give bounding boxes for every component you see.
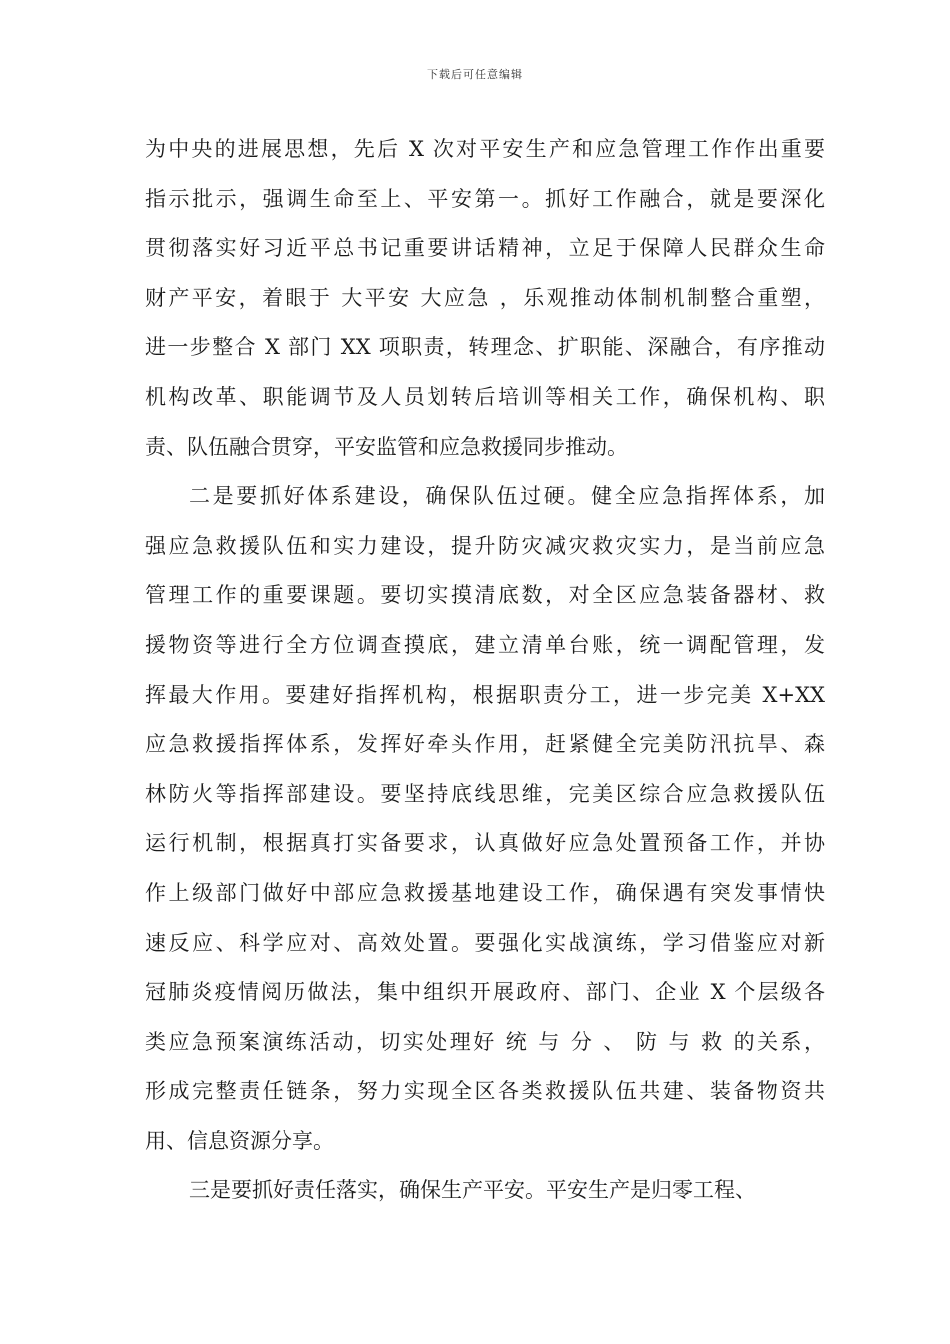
- text-line: 二是要抓好体系建设，确保队伍过硬。健全应急指挥体系，加: [189, 484, 825, 509]
- document-body: [145, 125, 825, 1216]
- text-line: 作上级部门做好中部应急救援基地建设工作，确保遇有突发事情快: [145, 880, 825, 905]
- text-line: 速反应、科学应对、高效处置。要强化实战演练，学习借鉴应对新: [145, 930, 825, 955]
- paragraph: [145, 472, 825, 1166]
- text-line: 挥最大作用。要建好指挥机构，根据职责分工，进一步完美 X+XX: [145, 682, 825, 707]
- text-line: 运行机制，根据真打实备要求，认真做好应急处置预备工作，并协: [145, 831, 825, 856]
- text-line: 形成完整责任链条，努力实现全区各类救援队伍共建、装备物资共: [145, 1079, 825, 1104]
- text-line: 用、信息资源分享。: [145, 1128, 334, 1153]
- text-line: 三是要抓好责任落实，确保生产平安。平安生产是归零工程、: [189, 1178, 756, 1203]
- text-line: 类应急预案演练活动，切实处理好 统 与 分 、 防 与 救 的关系，: [145, 1029, 825, 1054]
- text-line: 援物资等进行全方位调查摸底，建立清单台账，统一调配管理，发: [145, 632, 825, 657]
- text-line: 财产平安，着眼于 大平安 大应急 ，乐观推动体制机制整合重塑，: [145, 285, 825, 310]
- paragraph: [145, 125, 825, 472]
- page-header: 下载后可任意编辑: [427, 68, 523, 81]
- text-line: 机构改革、职能调节及人员划转后培训等相关工作，确保机构、职: [145, 384, 825, 409]
- paragraph: [145, 1166, 825, 1216]
- text-line: 为中央的进展思想，先后 X 次对平安生产和应急管理工作作出重要: [145, 137, 825, 161]
- text-line: 强应急救援队伍和实力建设，提升防灾减灾救灾实力，是当前应急: [145, 533, 825, 558]
- text-line: 进一步整合 X 部门 XX 项职责，转理念、扩职能、深融合，有序推动: [145, 335, 825, 360]
- text-line: 冠肺炎疫情阅历做法，集中组织开展政府、部门、企业 X 个层级各: [145, 980, 825, 1005]
- text-line: 贯彻落实好习近平总书记重要讲话精神，立足于保障人民群众生命: [145, 236, 825, 261]
- text-line: 指示批示，强调生命至上、平安第一。抓好工作融合，就是要深化: [145, 186, 825, 211]
- text-line: 责、队伍融合贯穿，平安监管和应急救援同步推动。: [145, 434, 628, 459]
- text-line: 应急救援指挥体系，发挥好牵头作用，赶紧健全完美防汛抗旱、森: [145, 732, 825, 757]
- text-line: 林防火等指挥部建设。要坚持底线思维，完美区综合应急救援队伍: [145, 781, 825, 806]
- text-line: 管理工作的重要课题。要切实摸清底数，对全区应急装备器材、救: [145, 583, 825, 608]
